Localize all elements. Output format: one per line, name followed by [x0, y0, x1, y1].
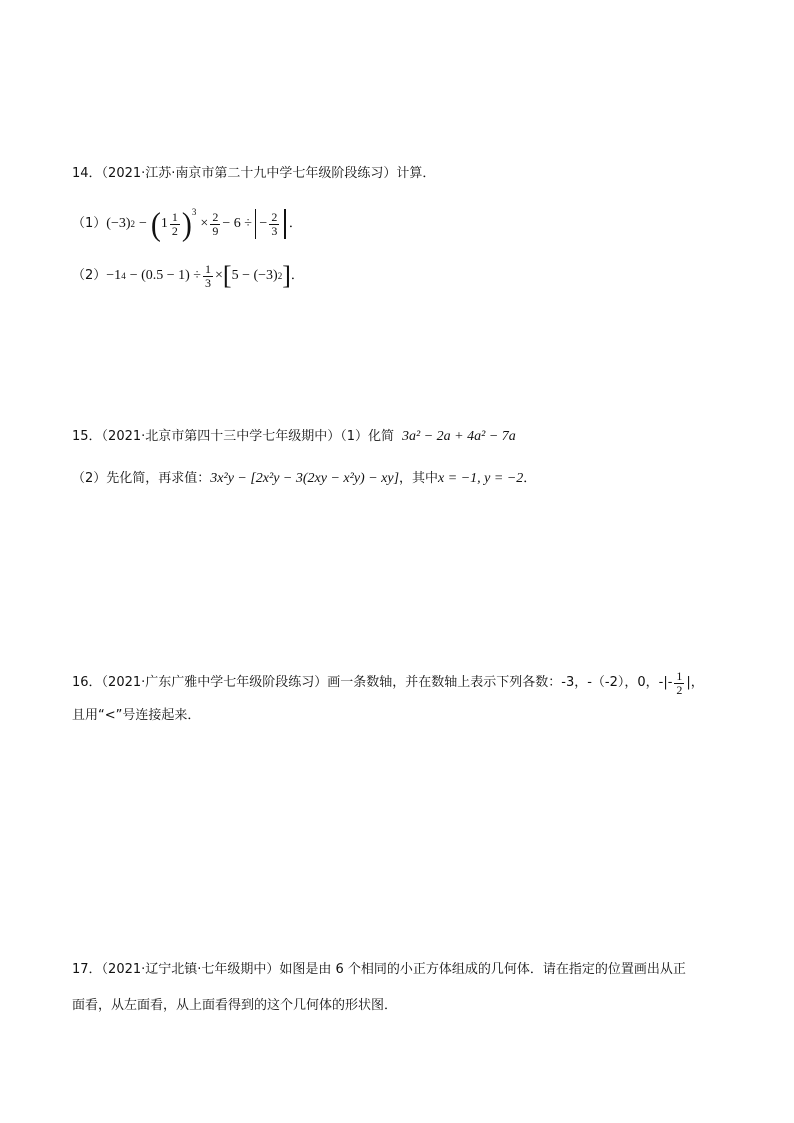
q14-part2: （2） −1 4 − (0.5 − 1) ÷ $\frac{1}{3}$ × [ 5 − (−3) 2 ] ．: [72, 261, 304, 290]
q14-part2-expression: −1 4 − (0.5 − 1) ÷ $\frac{1}{3}$ × [ 5 − (−3) 2 ]: [106, 261, 291, 290]
right-bracket: ]: [282, 261, 291, 290]
q16-line2: 且用“<”号连接起来．: [72, 708, 201, 723]
q14-part1-expression: (−3) 2 − ( 1 $\frac{1}{2}$ ) $^3$ × $\frac{2}{9}$ − 6 ÷ − $\frac{2}{3}$: [106, 205, 289, 244]
q15-part1-expression: 3a² − 2a + 4a² − 7a: [402, 429, 516, 444]
left-paren: (: [150, 205, 161, 243]
q15-part2-expression: 3x²y − [2x²y − 3(2xy − x²y) − xy]: [210, 470, 400, 486]
q14-fraction-1-3: $\frac{1}{3}$: [205, 261, 211, 290]
q14-fraction-2-9: $\frac{2}{9}$: [212, 209, 219, 238]
q16-fraction-1-2: $\frac{1}{2}$: [676, 668, 683, 697]
abs-bar-left: [255, 209, 257, 239]
q15-part1: 15．（2021·北京市第四十三中学七年级期中）（1）化简 3a² − 2a + 4a² − 7a: [72, 428, 734, 446]
q14-header: 14．（2021·江苏·南京市第二十九中学七年级阶段练习）计算．: [72, 166, 436, 181]
q15-part2: （2）先化简，再求值： 3x²y − [2x²y − 3(2xy − x²y) − xy] ，其中 x = −1, y = −2 ．: [72, 464, 734, 494]
q17-line1: 17．（2021·辽宁北镇·七年级期中）如图是由 6 个相同的小正方体组成的几何体．请在指定的位置画出从正: [72, 962, 686, 977]
abs-bar-right: [284, 209, 286, 239]
q16-line1: 16．（2021·广东广雅中学七年级阶段练习）画一条数轴，并在数轴上表示下列各数：-3，-（-2），0，-|- $\frac{1}{2}$ |，: [72, 668, 704, 697]
right-paren: ): [181, 205, 192, 243]
q14-mixed-fraction: $\frac{1}{2}$: [171, 209, 178, 238]
q15-values: x = −1, y = −2: [438, 470, 524, 486]
q14-part2-label: （2）: [72, 267, 107, 283]
q14-part1-label: （1）: [72, 215, 107, 231]
left-bracket: [: [222, 261, 232, 290]
q14-part1: （1） (−3) 2 − ( 1 $\frac{1}{2}$ ) $^3$ × $\frac{2}{9}$ − 6 ÷ − $\frac{2}{3}$ ．: [72, 202, 734, 246]
q14-fraction-2-3: $\frac{2}{3}$: [271, 209, 278, 238]
q17-line2: 面看，从左面看，从上面看得到的这个几何体的形状图．: [72, 998, 398, 1013]
